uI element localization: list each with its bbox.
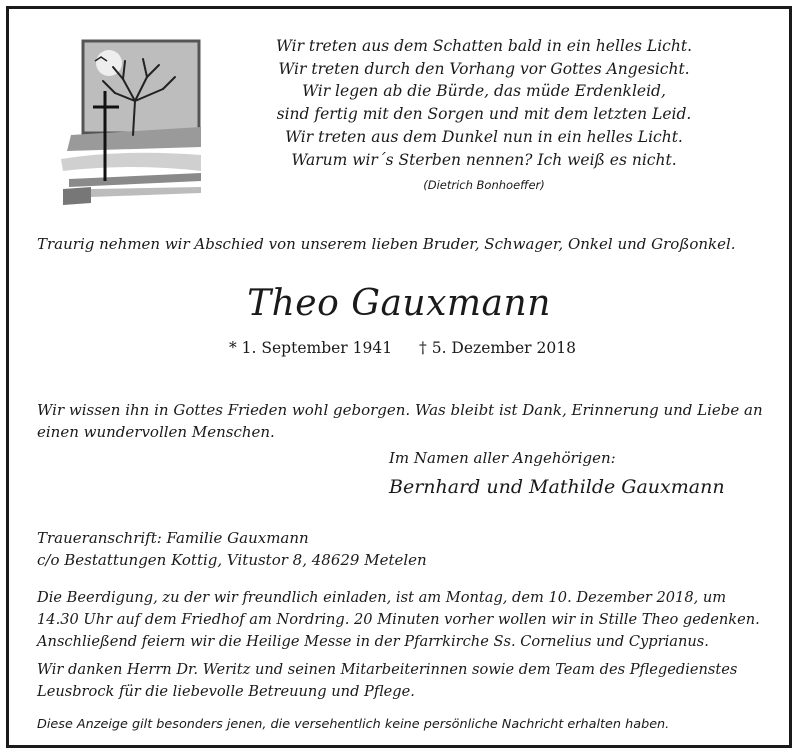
tribute-line: Wir wissen ihn in Gottes Frieden wohl geborgen. Was bleibt ist Dank, Erinnerung und Liebe an [37, 401, 763, 419]
funeral-line: Anschließend feiern wir die Heilige Messe in der Pfarrkirche Ss. Cornelius und Cyprianus. [37, 633, 709, 650]
poem-line: Wir treten aus dem Schatten bald in ein helles Licht. [275, 37, 693, 55]
thanks-line: Wir danken Herrn Dr. Weritz und seinen Mitarbeiterinnen sowie dem Team des Pflegedienstes [37, 661, 738, 678]
thanks-paragraph [37, 659, 767, 703]
funeral-paragraph [37, 587, 767, 653]
tribute-line: einen wundervollen Menschen. [37, 423, 275, 441]
poem-line: Wir treten durch den Vorhang vor Gottes Angesicht. [278, 59, 690, 78]
deceased-name: Theo Gauxmann [247, 283, 551, 324]
death-date: † 5. Dezember 2018 [419, 339, 576, 357]
address-line: Traueranschrift: Familie Gauxmann [37, 529, 309, 547]
funeral-line: Die Beerdigung, zu der wir freundlich einladen, ist am Montag, dem 10. Dezember 2018, um [37, 589, 727, 606]
thanks-line: Leusbrock für die liebevolle Betreuung und Pflege. [37, 683, 415, 700]
poem-line: Wir treten aus dem Dunkel nun in ein helles Licht. [285, 127, 683, 146]
birth-date: * 1. September 1941 [229, 339, 393, 357]
tribute-paragraph [37, 399, 767, 443]
obituary-notice [6, 6, 792, 748]
life-dates [229, 339, 598, 357]
poem [219, 35, 749, 197]
intro-text: Traurig nehmen wir Abschied von unserem lieben Bruder, Schwager, Onkel und Großonkel. [37, 235, 736, 253]
poem-line: sind fertig mit den Sorgen und mit dem letzten Leid. [276, 105, 692, 124]
address-line: c/o Bestattungen Kottig, Vitustor 8, 48629 Metelen [37, 551, 427, 569]
poem-author: (Dietrich Bonhoeffer) [423, 178, 545, 193]
funeral-line: 14.30 Uhr auf dem Friedhof am Nordring. 20 Minuten vorher wollen wir in Stille Theo gedenken. [37, 611, 760, 628]
signature-label: Im Namen aller Angehörigen: [389, 449, 616, 467]
footnote: Diese Anzeige gilt besonders jenen, die versehentlich keine persönliche Nachricht erhalten haben. [37, 717, 670, 732]
poem-line: Warum wir´s Sterben nennen? Ich weiß es nicht. [291, 150, 677, 169]
mourning-address [37, 527, 427, 571]
poem-line: Wir legen ab die Bürde, das müde Erdenkleid, [302, 82, 666, 101]
cross-tree-emblem-icon [51, 31, 211, 209]
signature-names: Bernhard und Mathilde Gauxmann [389, 476, 725, 498]
